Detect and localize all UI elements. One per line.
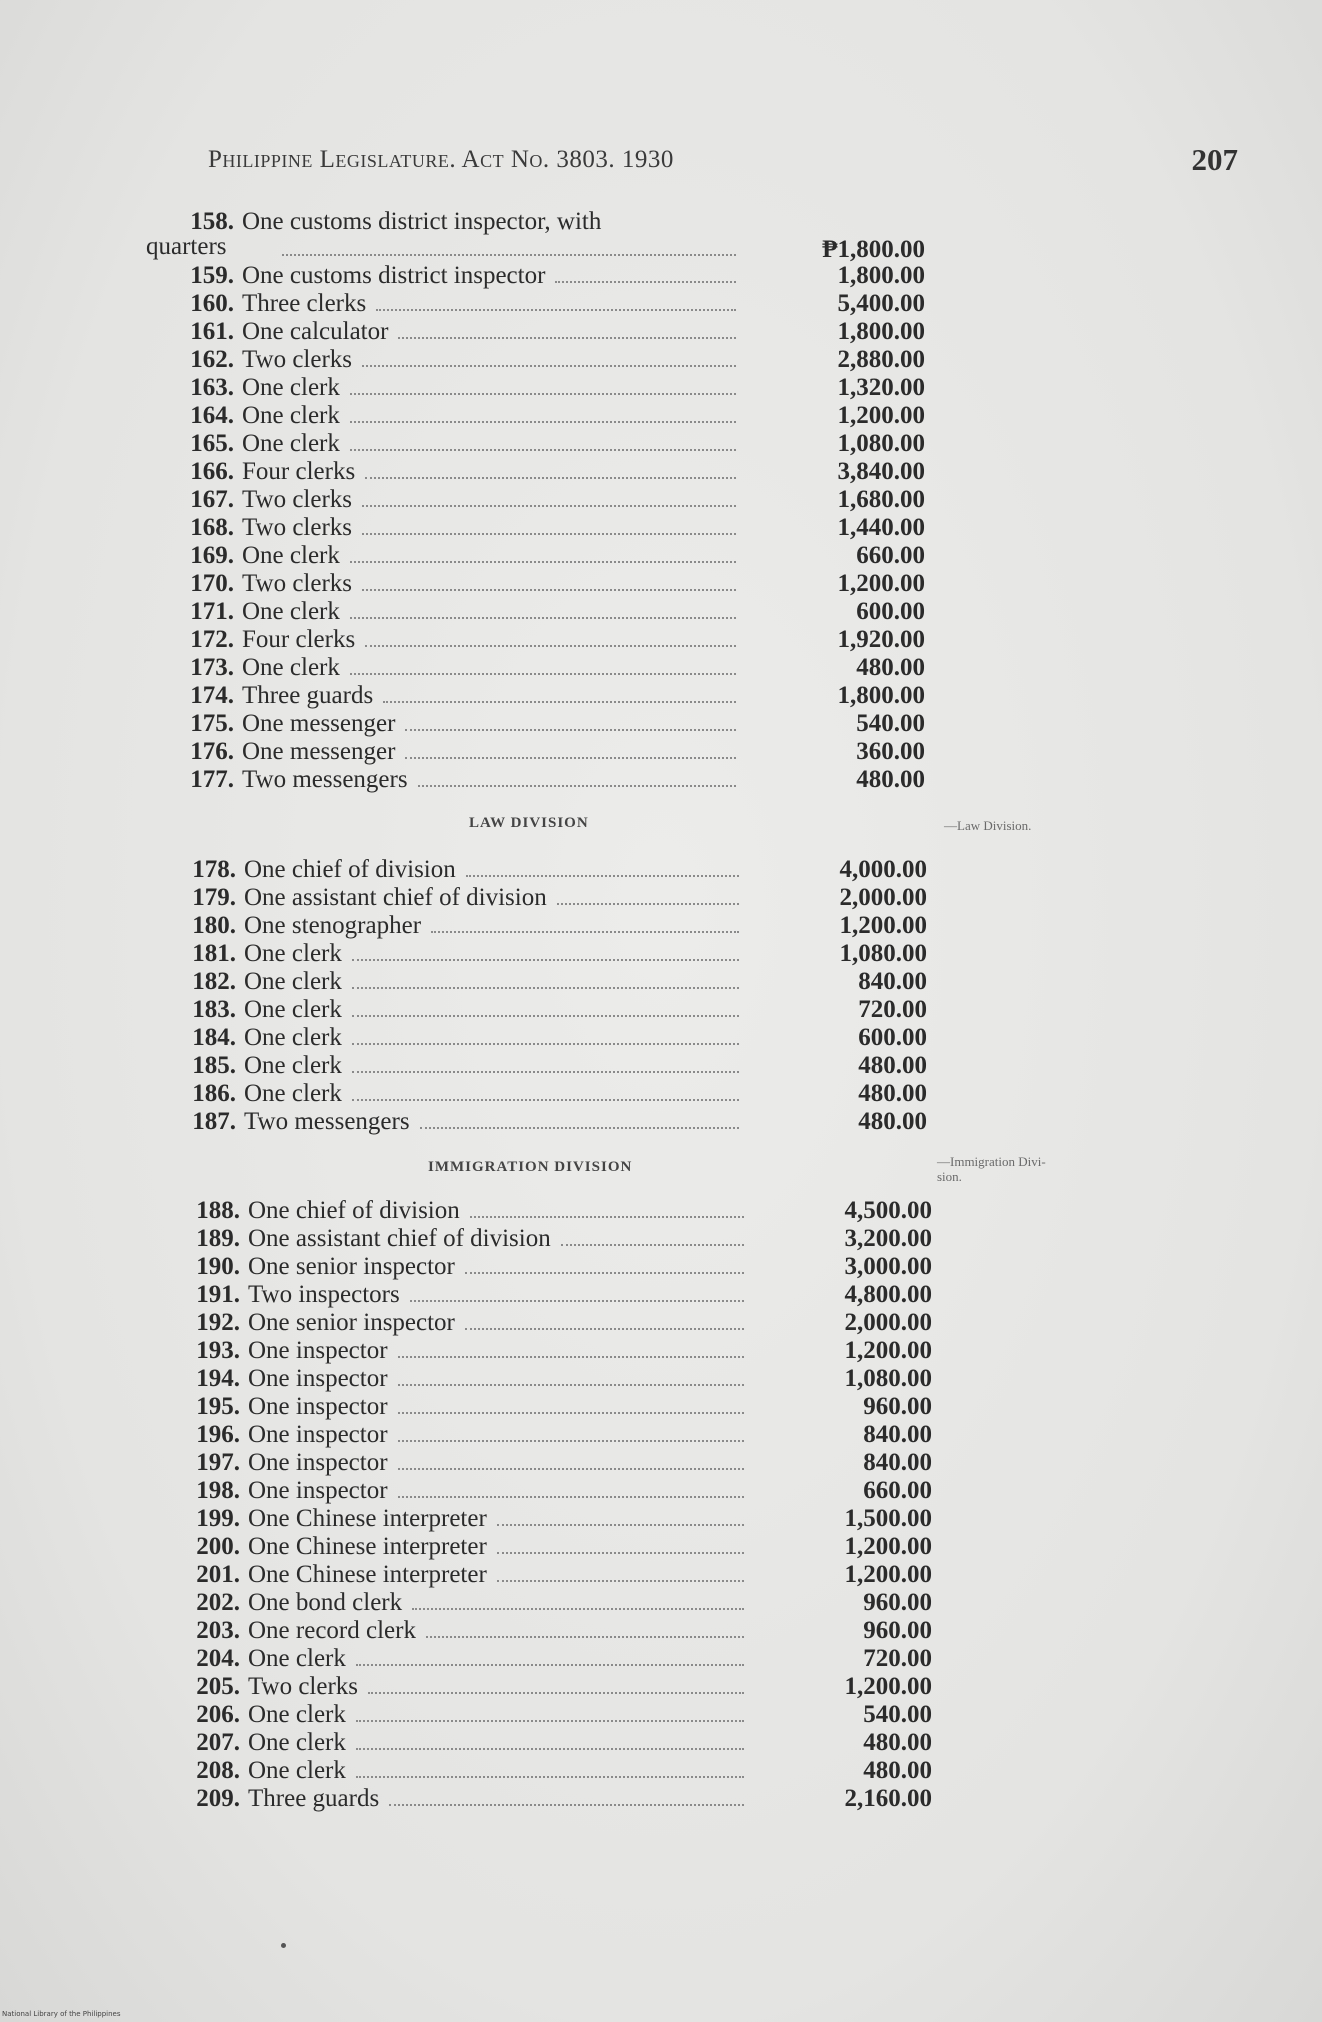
budget-line-item bbox=[176, 1757, 346, 1785]
item-description: One customs district inspector, with bbox=[242, 208, 602, 235]
item-amount: 480.00 bbox=[858, 1052, 927, 1079]
dot-leader bbox=[352, 1069, 739, 1073]
dot-leader bbox=[555, 279, 736, 283]
item-description: Three clerks bbox=[242, 290, 367, 317]
page-number: 207 bbox=[1191, 142, 1238, 177]
dot-leader bbox=[352, 1097, 739, 1101]
item-description: One clerk bbox=[248, 1757, 346, 1784]
item-amount: 1,680.00 bbox=[837, 486, 925, 513]
item-number: 166. bbox=[190, 458, 234, 485]
item-number: 186. bbox=[192, 1080, 236, 1107]
item-158-line2 bbox=[146, 233, 227, 261]
item-description: One senior inspector bbox=[248, 1309, 455, 1336]
dot-leader bbox=[350, 615, 736, 619]
item-description: One clerk bbox=[244, 968, 342, 995]
dot-leader bbox=[356, 1718, 744, 1722]
law-division-heading: LAW DIVISION bbox=[469, 815, 589, 831]
item-amount: 1,080.00 bbox=[837, 430, 925, 457]
budget-line-item bbox=[172, 856, 456, 884]
item-amount: 1,200.00 bbox=[839, 912, 927, 939]
item-amount: 540.00 bbox=[863, 1701, 932, 1728]
item-amount: 1,500.00 bbox=[844, 1505, 932, 1532]
item-number: 209. bbox=[196, 1785, 240, 1812]
item-amount: 480.00 bbox=[856, 654, 925, 681]
item-number: 194. bbox=[196, 1365, 240, 1392]
item-description: One clerk bbox=[242, 402, 340, 429]
item-number: 163. bbox=[190, 374, 234, 401]
dot-leader bbox=[398, 1410, 744, 1414]
budget-line-item bbox=[176, 1365, 388, 1393]
item-description: One clerk bbox=[244, 1024, 342, 1051]
dot-leader bbox=[383, 699, 736, 703]
item-description: Three guards bbox=[248, 1785, 380, 1812]
dot-leader bbox=[362, 531, 736, 535]
item-amount: 1,200.00 bbox=[844, 1673, 932, 1700]
dot-leader bbox=[352, 1041, 739, 1045]
budget-line-item bbox=[176, 1253, 455, 1281]
budget-line-item bbox=[172, 968, 342, 996]
item-number: 189. bbox=[196, 1225, 240, 1252]
budget-line-item bbox=[176, 1505, 487, 1533]
item-description: One clerk bbox=[248, 1701, 346, 1728]
item-description: One stenographer bbox=[244, 912, 422, 939]
item-description: Two inspectors bbox=[248, 1281, 400, 1308]
item-number: 192. bbox=[196, 1309, 240, 1336]
item-number: 178. bbox=[192, 856, 236, 883]
immigration-division-margin-note-1: —Immigration Divi- bbox=[937, 1154, 1046, 1169]
dot-leader bbox=[398, 1438, 744, 1442]
item-description: One messenger bbox=[242, 738, 396, 765]
item-description: One inspector bbox=[248, 1337, 388, 1364]
item-description: Two clerks bbox=[242, 570, 353, 597]
dot-leader bbox=[352, 1013, 739, 1017]
dot-leader bbox=[465, 1326, 744, 1330]
immigration-division-margin-note-2: sion. bbox=[937, 1169, 962, 1184]
item-number: 169. bbox=[190, 542, 234, 569]
item-number: 174. bbox=[190, 682, 234, 709]
item-amount: 1,800.00 bbox=[837, 262, 925, 289]
item-amount: 4,800.00 bbox=[844, 1281, 932, 1308]
item-description: One Chinese interpreter bbox=[248, 1561, 487, 1588]
item-description: One bond clerk bbox=[248, 1589, 403, 1616]
scan-speck bbox=[281, 1943, 286, 1948]
item-amount: 1,800.00 bbox=[837, 318, 925, 345]
item-amount: 4,500.00 bbox=[844, 1197, 932, 1224]
budget-line-item bbox=[170, 402, 340, 430]
dot-leader bbox=[557, 901, 739, 905]
item-amount: 1,200.00 bbox=[844, 1533, 932, 1560]
item-number: 183. bbox=[192, 996, 236, 1023]
item-amount: 840.00 bbox=[863, 1421, 932, 1448]
item-amount: 3,840.00 bbox=[837, 458, 925, 485]
item-158-line1 bbox=[170, 208, 601, 236]
budget-line-item bbox=[172, 1080, 342, 1108]
item-number: 185. bbox=[192, 1052, 236, 1079]
item-number: 196. bbox=[196, 1421, 240, 1448]
item-amount: 480.00 bbox=[856, 766, 925, 793]
budget-line-item bbox=[170, 430, 340, 458]
budget-line-item bbox=[176, 1197, 460, 1225]
dot-leader bbox=[368, 1690, 744, 1694]
item-amount: 1,200.00 bbox=[844, 1561, 932, 1588]
budget-line-item bbox=[176, 1533, 487, 1561]
item-description: Three guards bbox=[242, 682, 374, 709]
item-description: One clerk bbox=[244, 996, 342, 1023]
budget-line-item bbox=[170, 570, 352, 598]
item-amount: 1,080.00 bbox=[844, 1365, 932, 1392]
item-amount: 480.00 bbox=[863, 1729, 932, 1756]
budget-line-item bbox=[170, 290, 366, 318]
item-number: 173. bbox=[190, 654, 234, 681]
budget-line-item bbox=[170, 374, 340, 402]
item-amount: 1,200.00 bbox=[844, 1337, 932, 1364]
dot-leader bbox=[365, 643, 736, 647]
dot-leader bbox=[350, 447, 736, 451]
law-division-margin-note: —Law Division. bbox=[944, 818, 1032, 833]
item-amount: 5,400.00 bbox=[837, 290, 925, 317]
item-description: Two clerks bbox=[242, 514, 353, 541]
item-description: Two clerks bbox=[242, 486, 353, 513]
budget-line-item bbox=[176, 1673, 358, 1701]
dot-leader bbox=[398, 1494, 744, 1498]
item-number: 181. bbox=[192, 940, 236, 967]
item-description: One clerk bbox=[248, 1729, 346, 1756]
item-amount: 2,880.00 bbox=[837, 346, 925, 373]
item-description: One record clerk bbox=[248, 1617, 416, 1644]
item-amount: 2,000.00 bbox=[844, 1309, 932, 1336]
item-number: 201. bbox=[196, 1561, 240, 1588]
item-number: 159. bbox=[190, 262, 234, 289]
item-description: One clerk bbox=[248, 1645, 346, 1672]
dot-leader bbox=[362, 587, 736, 591]
item-number: 199. bbox=[196, 1505, 240, 1532]
item-number: 203. bbox=[196, 1617, 240, 1644]
dot-leader bbox=[412, 1606, 744, 1610]
dot-leader bbox=[362, 363, 736, 367]
item-amount: 540.00 bbox=[856, 710, 925, 737]
budget-line-item bbox=[172, 1024, 342, 1052]
budget-line-item bbox=[170, 682, 373, 710]
item-amount: 4,000.00 bbox=[839, 856, 927, 883]
dot-leader bbox=[389, 1802, 744, 1806]
item-description: One clerk bbox=[244, 940, 342, 967]
item-number: 165. bbox=[190, 430, 234, 457]
item-description: One clerk bbox=[244, 1080, 342, 1107]
budget-line-item bbox=[172, 912, 421, 940]
budget-line-item bbox=[170, 710, 395, 738]
dot-leader bbox=[356, 1774, 744, 1778]
item-number: 175. bbox=[190, 710, 234, 737]
item-number: 160. bbox=[190, 290, 234, 317]
running-head: Philippine Legislature. Act No. 3803. 1930 bbox=[208, 146, 674, 173]
item-description: One inspector bbox=[248, 1393, 388, 1420]
item-amount: 840.00 bbox=[863, 1449, 932, 1476]
dot-leader bbox=[356, 1662, 744, 1666]
budget-line-item bbox=[176, 1309, 455, 1337]
item-description: One clerk bbox=[242, 542, 340, 569]
item-number: 182. bbox=[192, 968, 236, 995]
budget-line-item bbox=[170, 514, 352, 542]
dot-leader bbox=[420, 1125, 739, 1129]
item-number: 158. bbox=[190, 208, 234, 235]
item-amount: 1,200.00 bbox=[837, 570, 925, 597]
dot-leader bbox=[431, 929, 739, 933]
item-amount: 1,440.00 bbox=[837, 514, 925, 541]
item-amount: 3,200.00 bbox=[844, 1225, 932, 1252]
dot-leader bbox=[398, 1466, 744, 1470]
budget-line-item bbox=[170, 626, 355, 654]
dot-leader bbox=[497, 1578, 744, 1582]
item-amount: ₱1,800.00 bbox=[822, 236, 925, 263]
budget-line-item bbox=[172, 1108, 410, 1136]
item-number: 179. bbox=[192, 884, 236, 911]
dot-leader bbox=[282, 252, 736, 256]
item-description: One inspector bbox=[248, 1449, 388, 1476]
dot-leader bbox=[365, 475, 736, 479]
budget-line-item bbox=[176, 1701, 346, 1729]
budget-line-item bbox=[172, 940, 342, 968]
item-number: 172. bbox=[190, 626, 234, 653]
item-description: Two messengers bbox=[244, 1108, 410, 1135]
item-number: 170. bbox=[190, 570, 234, 597]
budget-line-item bbox=[170, 346, 352, 374]
item-description: One calculator bbox=[242, 318, 389, 345]
dot-leader bbox=[561, 1242, 744, 1246]
dot-leader bbox=[352, 985, 739, 989]
item-description: One clerk bbox=[242, 374, 340, 401]
budget-line-item bbox=[176, 1225, 551, 1253]
item-description: One customs district inspector bbox=[242, 262, 546, 289]
budget-line-item bbox=[172, 884, 547, 912]
page-header bbox=[208, 142, 1238, 182]
item-description: One inspector bbox=[248, 1365, 388, 1392]
budget-line-item bbox=[176, 1645, 346, 1673]
item-number: 195. bbox=[196, 1393, 240, 1420]
dot-leader bbox=[465, 1270, 744, 1274]
item-number: 193. bbox=[196, 1337, 240, 1364]
item-amount: 1,920.00 bbox=[837, 626, 925, 653]
dot-leader bbox=[466, 873, 739, 877]
item-amount: 600.00 bbox=[858, 1024, 927, 1051]
budget-line-item bbox=[176, 1393, 388, 1421]
item-amount: 480.00 bbox=[858, 1108, 927, 1135]
dot-leader bbox=[350, 559, 736, 563]
item-number: 200. bbox=[196, 1533, 240, 1560]
dot-leader bbox=[362, 503, 736, 507]
dot-leader bbox=[350, 391, 736, 395]
dot-leader bbox=[398, 1354, 744, 1358]
item-number: 191. bbox=[196, 1281, 240, 1308]
dot-leader bbox=[356, 1746, 744, 1750]
item-amount: 600.00 bbox=[856, 598, 925, 625]
dot-leader bbox=[418, 783, 736, 787]
budget-line-item bbox=[176, 1729, 346, 1757]
budget-line-item bbox=[176, 1449, 388, 1477]
item-amount: 960.00 bbox=[863, 1589, 932, 1616]
item-amount: 660.00 bbox=[856, 542, 925, 569]
budget-line-item bbox=[170, 766, 408, 794]
item-number: 197. bbox=[196, 1449, 240, 1476]
item-description: Four clerks bbox=[242, 626, 356, 653]
item-number: 168. bbox=[190, 514, 234, 541]
item-number: 184. bbox=[192, 1024, 236, 1051]
item-number: 176. bbox=[190, 738, 234, 765]
item-amount: 960.00 bbox=[863, 1393, 932, 1420]
item-description: One senior inspector bbox=[248, 1253, 455, 1280]
dot-leader bbox=[350, 671, 736, 675]
item-number: 204. bbox=[196, 1645, 240, 1672]
budget-line-item bbox=[170, 458, 355, 486]
dot-leader bbox=[497, 1550, 744, 1554]
item-description: One clerk bbox=[242, 430, 340, 457]
dot-leader bbox=[497, 1522, 744, 1526]
item-number: 161. bbox=[190, 318, 234, 345]
item-amount: 660.00 bbox=[863, 1477, 932, 1504]
item-description: One inspector bbox=[248, 1421, 388, 1448]
dot-leader bbox=[352, 957, 739, 961]
budget-line-item bbox=[176, 1589, 402, 1617]
item-number: 206. bbox=[196, 1701, 240, 1728]
item-amount: 480.00 bbox=[863, 1757, 932, 1784]
budget-line-item bbox=[172, 996, 342, 1024]
item-amount: 2,160.00 bbox=[844, 1785, 932, 1812]
item-number: 207. bbox=[196, 1729, 240, 1756]
item-description: One assistant chief of division bbox=[244, 884, 547, 911]
dot-leader bbox=[405, 755, 736, 759]
item-amount: 360.00 bbox=[856, 738, 925, 765]
item-amount: 2,000.00 bbox=[839, 884, 927, 911]
item-description: One clerk bbox=[242, 654, 340, 681]
item-description: One inspector bbox=[248, 1477, 388, 1504]
budget-line-item bbox=[170, 738, 395, 766]
dot-leader bbox=[350, 419, 736, 423]
item-number: 180. bbox=[192, 912, 236, 939]
item-number: 162. bbox=[190, 346, 234, 373]
item-amount: 1,080.00 bbox=[839, 940, 927, 967]
item-description: One Chinese interpreter bbox=[248, 1533, 487, 1560]
budget-line-item bbox=[176, 1281, 400, 1309]
item-number: 198. bbox=[196, 1477, 240, 1504]
budget-line-item bbox=[176, 1337, 388, 1365]
item-amount: 480.00 bbox=[858, 1080, 927, 1107]
item-description: One chief of division bbox=[244, 856, 456, 883]
dot-leader bbox=[398, 335, 736, 339]
budget-line-item bbox=[170, 542, 340, 570]
item-number: 190. bbox=[196, 1253, 240, 1280]
budget-line-item bbox=[176, 1785, 379, 1813]
scan-footer-tag: National Library of the Philippines bbox=[2, 2010, 121, 2018]
item-number: 208. bbox=[196, 1757, 240, 1784]
item-number: 167. bbox=[190, 486, 234, 513]
dot-leader bbox=[470, 1214, 744, 1218]
item-amount: 840.00 bbox=[858, 968, 927, 995]
budget-line-item bbox=[176, 1617, 416, 1645]
item-amount: 1,800.00 bbox=[837, 682, 925, 709]
item-description: Four clerks bbox=[242, 458, 356, 485]
item-number: 202. bbox=[196, 1589, 240, 1616]
budget-line-item bbox=[172, 1052, 342, 1080]
item-amount: 3,000.00 bbox=[844, 1253, 932, 1280]
item-number: 164. bbox=[190, 402, 234, 429]
item-description-continued: quarters bbox=[146, 233, 227, 260]
immigration-division-heading: IMMIGRATION DIVISION bbox=[428, 1159, 633, 1175]
budget-line-item bbox=[176, 1421, 388, 1449]
budget-line-item bbox=[170, 318, 388, 346]
item-number: 177. bbox=[190, 766, 234, 793]
item-amount: 720.00 bbox=[858, 996, 927, 1023]
item-number: 205. bbox=[196, 1673, 240, 1700]
budget-line-item bbox=[170, 654, 340, 682]
item-description: Two clerks bbox=[242, 346, 353, 373]
dot-leader bbox=[405, 727, 736, 731]
item-description: One Chinese interpreter bbox=[248, 1505, 487, 1532]
item-amount: 720.00 bbox=[863, 1645, 932, 1672]
budget-line-item bbox=[170, 486, 352, 514]
dot-leader bbox=[426, 1634, 744, 1638]
item-number: 187. bbox=[192, 1108, 236, 1135]
dot-leader bbox=[398, 1382, 744, 1386]
budget-line-item bbox=[176, 1561, 487, 1589]
budget-line-item bbox=[170, 598, 340, 626]
dot-leader bbox=[376, 307, 736, 311]
item-amount: 960.00 bbox=[863, 1617, 932, 1644]
item-description: One clerk bbox=[242, 598, 340, 625]
budget-line-item bbox=[170, 262, 545, 290]
item-description: One clerk bbox=[244, 1052, 342, 1079]
item-description: Two messengers bbox=[242, 766, 408, 793]
item-amount: 1,320.00 bbox=[837, 374, 925, 401]
item-description: One assistant chief of division bbox=[248, 1225, 551, 1252]
dot-leader bbox=[410, 1298, 744, 1302]
item-number: 171. bbox=[190, 598, 234, 625]
item-amount: 1,200.00 bbox=[837, 402, 925, 429]
item-description: Two clerks bbox=[248, 1673, 359, 1700]
item-number: 188. bbox=[196, 1197, 240, 1224]
item-description: One messenger bbox=[242, 710, 396, 737]
item-description: One chief of division bbox=[248, 1197, 460, 1224]
budget-line-item bbox=[176, 1477, 388, 1505]
